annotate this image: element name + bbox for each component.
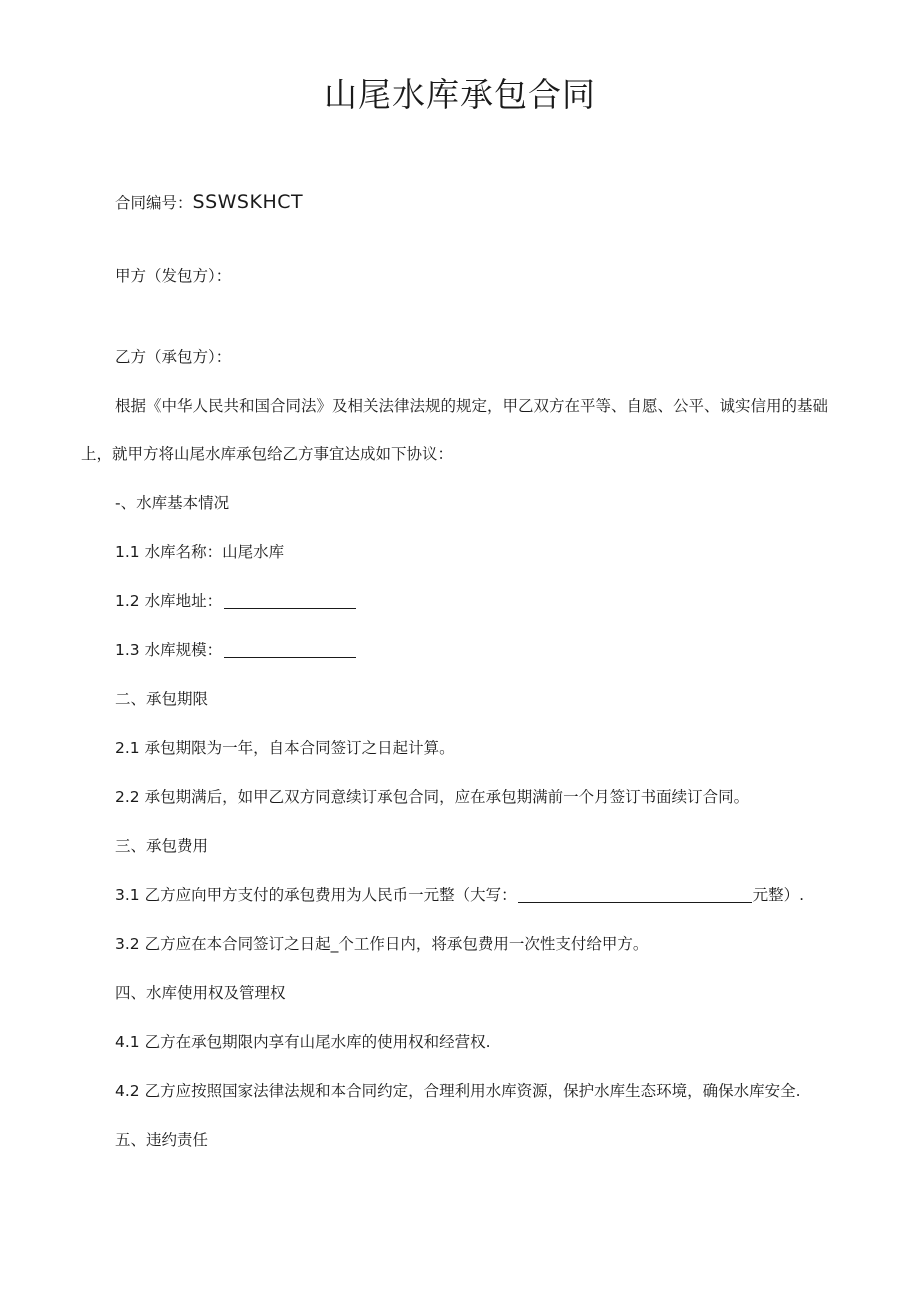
section-5-heading: 五、违约责任	[115, 1131, 209, 1149]
fill-blank-scale	[224, 641, 356, 658]
section-1-heading: -、水库基本情况	[115, 494, 230, 512]
fill-blank-amount	[518, 886, 752, 903]
section-2-heading: 二、承包期限	[115, 690, 209, 708]
item-1-3-label: 1.3 水库规模：	[115, 641, 223, 659]
item-3-1-suffix: 元整）.	[752, 886, 805, 904]
contract-number-label: 合同编号：	[115, 194, 193, 212]
item-1-1: 1.1 水库名称：山尾水库	[115, 543, 285, 561]
contract-number-value: SSWSKHCT	[192, 191, 304, 213]
item-4-2: 4.2 乙方应按照国家法律法规和本合同约定，合理利用水库资源，保护水库生态环境，确保水库安全.	[115, 1082, 801, 1100]
page-title: 山尾水库承包合同	[324, 75, 596, 114]
contract-number	[115, 190, 303, 215]
party-a-line: 甲方（发包方）：	[115, 267, 232, 285]
item-2-1: 2.1 承包期限为一年，自本合同签订之日起计算。	[115, 739, 455, 757]
fill-blank-address	[224, 592, 356, 609]
item-3-2: 3.2 乙方应在本合同签订之日起_个工作日内，将承包费用一次性支付给甲方。	[115, 935, 649, 953]
item-1-2	[115, 589, 356, 613]
party-b-line: 乙方（承包方）：	[115, 348, 232, 366]
preamble-line-2: 上，就甲方将山尾水库承包给乙方事宜达成如下协议：	[81, 445, 454, 463]
section-4-heading: 四、水库使用权及管理权	[115, 984, 286, 1002]
item-3-1	[115, 883, 804, 907]
item-1-2-label: 1.2 水库地址：	[115, 592, 223, 610]
item-3-1-prefix: 3.1 乙方应向甲方支付的承包费用为人民币一元整（大写：	[115, 886, 517, 904]
item-4-1: 4.1 乙方在承包期限内享有山尾水库的使用权和经营权.	[115, 1033, 491, 1051]
section-3-heading: 三、承包费用	[115, 837, 209, 855]
preamble-line-1: 根据《中华人民共和国合同法》及相关法律法规的规定，甲乙双方在平等、自愿、公平、诚实信用的基础	[115, 397, 829, 415]
item-2-2: 2.2 承包期满后，如甲乙双方同意续订承包合同，应在承包期满前一个月签订书面续订合同。	[115, 788, 750, 806]
item-1-3	[115, 638, 356, 662]
